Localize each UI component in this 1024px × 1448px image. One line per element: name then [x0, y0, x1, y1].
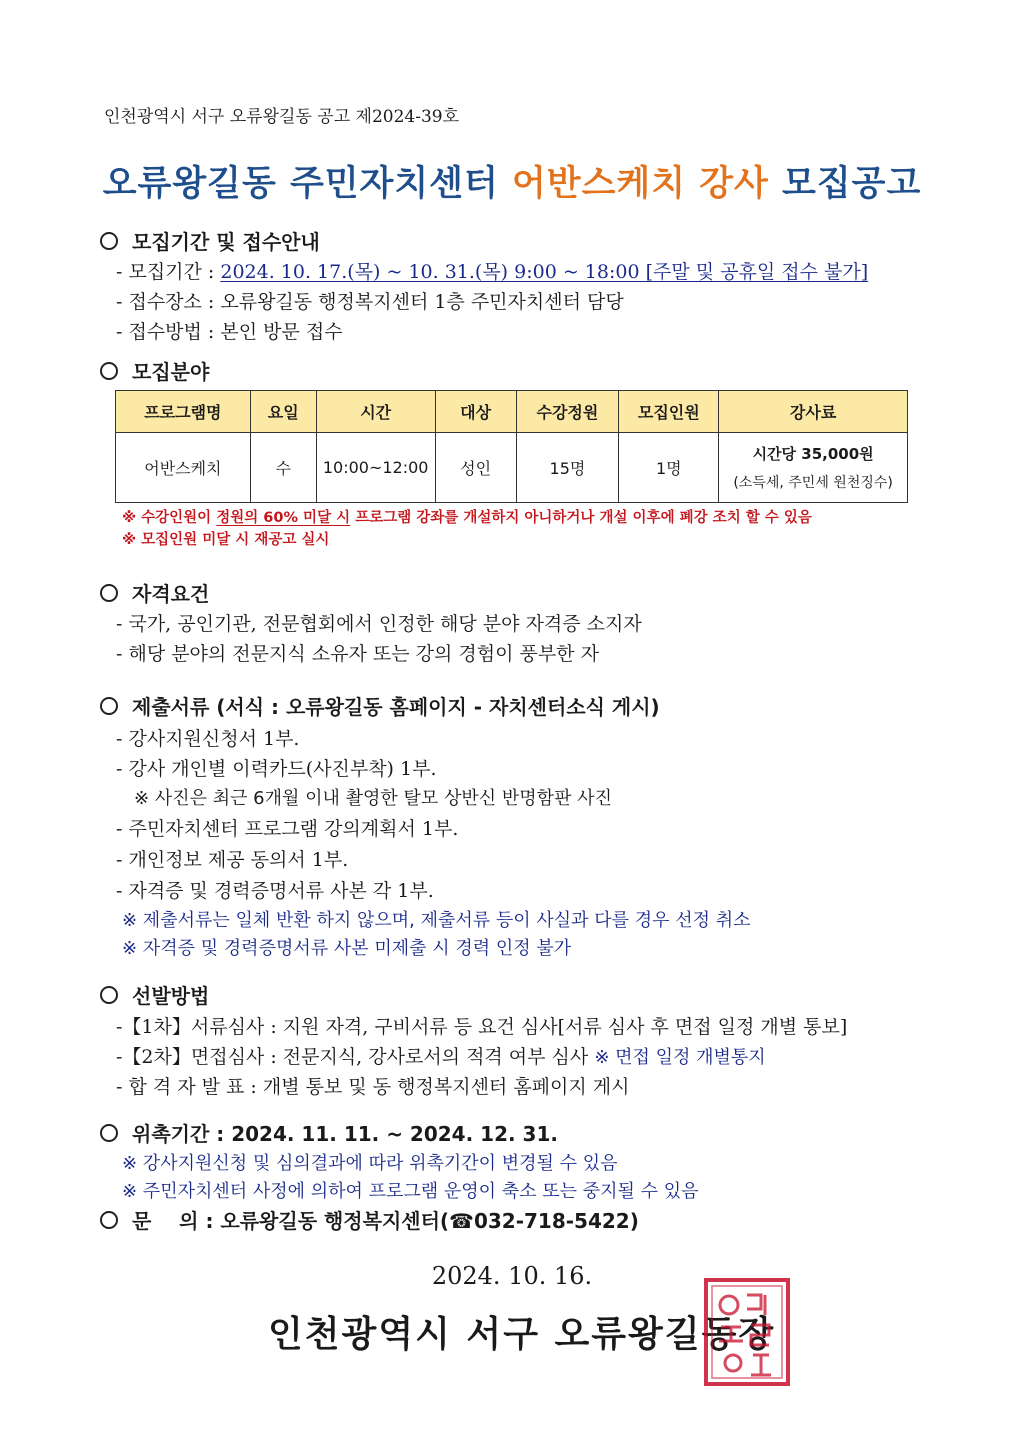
table-header: 시간: [316, 391, 435, 433]
table-header: 대상: [435, 391, 516, 433]
section-heading-selection: 선발방법: [100, 980, 209, 1009]
period-line: - 모집기간 : 2024. 10. 17.(목) ~ 10. 31.(목) 9:00 ~ 18:00 [주말 및 공휴일 접수 불가]: [116, 261, 869, 283]
selection-line: -【1차】서류심사 : 지원 자격, 구비서류 등 요건 심사[서류 심사 후 면접 일정 개별 통보]: [116, 1016, 848, 1038]
interview-note: ※ 면접 일정 개별통지: [594, 1047, 766, 1068]
target-cell: 성인: [435, 433, 516, 503]
document-line: - 강사지원신청서 1부.: [116, 728, 300, 750]
signature: 인천광역시 서구 오류왕길동장: [268, 1313, 776, 1355]
section-heading-documents: 제출서류 (서식 : 오류왕길동 홈페이지 - 자치센터소식 게시): [100, 691, 660, 720]
location-line: - 접수장소 : 오류왕길동 행정복지센터 1층 주민자치센터 담당: [116, 291, 624, 313]
qualification-line: - 국가, 공인기관, 전문협회에서 인정한 해당 분야 자격증 소지자: [116, 613, 642, 635]
circle-bullet-icon: [100, 1211, 118, 1229]
section-heading-qualification: 자격요건: [100, 578, 209, 607]
selection-line: -【2차】면접심사 : 전문지식, 강사로서의 적격 여부 심사 ※ 면접 일정 개별통지: [116, 1046, 766, 1068]
document-line: - 강사 개인별 이력카드(사진부착) 1부.: [116, 758, 437, 780]
table-header: 프로그램명: [116, 391, 251, 433]
document-line: - 개인정보 제공 동의서 1부.: [116, 849, 349, 871]
title-part-2: 어반스케치 강사: [511, 164, 769, 204]
time-cell: 10:00~12:00: [316, 433, 435, 503]
circle-bullet-icon: [100, 584, 118, 602]
field-note-1: ※ 수강인원이 정원의 60% 미달 시 프로그램 강좌를 개설하지 아니하거나 개설 이후에 폐강 조치 할 수 있음: [122, 510, 812, 526]
section-heading-field: 모집분야: [100, 356, 209, 385]
circle-bullet-icon: [100, 362, 118, 380]
section-heading-period: 모집기간 및 접수안내: [100, 226, 320, 255]
day-cell: 수: [250, 433, 316, 503]
term-note: ※ 강사지원신청 및 심의결과에 따라 위촉기간이 변경될 수 있음: [122, 1153, 618, 1174]
document-note: ※ 자격증 및 경력증명서류 사본 미제출 시 경력 인정 불가: [122, 938, 572, 959]
program-cell: 어반스케치: [116, 433, 251, 503]
fee-cell: [719, 433, 908, 503]
term-note: ※ 주민자치센터 사정에 의하여 프로그램 운영이 축소 또는 중지될 수 있음: [122, 1181, 699, 1202]
capacity-cell: 15명: [516, 433, 619, 503]
recruit-cell: 1명: [619, 433, 719, 503]
circle-bullet-icon: [100, 697, 118, 715]
program-table: [115, 390, 908, 503]
fee-sub: (소득세, 주민세 원천징수): [733, 475, 893, 491]
document-note: ※ 제출서류는 일체 반환 하지 않으며, 제출서류 등이 사실과 다를 경우 선정 취소: [122, 910, 751, 931]
circle-bullet-icon: [100, 232, 118, 250]
table-header: 수강정원: [516, 391, 619, 433]
title-part-1: 오류왕길동 주민자치센터: [102, 164, 512, 204]
table-header: 요일: [250, 391, 316, 433]
photo-note: ※ 사진은 최근 6개월 이내 촬영한 탈모 상반신 반명함판 사진: [134, 788, 612, 809]
fee-main: 시간당 35,000원: [752, 445, 874, 463]
section-heading-term: 위촉기간 : 2024. 11. 11. ~ 2024. 12. 31.: [100, 1118, 558, 1147]
page-title: [0, 156, 1024, 206]
selection-line: - 합 격 자 발 표 : 개별 통보 및 동 행정복지센터 홈페이지 게시: [116, 1076, 630, 1098]
notice-number: 인천광역시 서구 오류왕길동 공고 제2024-39호: [104, 107, 460, 127]
field-note-2: ※ 모집인원 미달 시 재공고 실시: [122, 532, 330, 548]
official-seal: [703, 1277, 791, 1387]
document-line: - 자격증 및 경력증명서류 사본 각 1부.: [116, 880, 434, 902]
circle-bullet-icon: [100, 986, 118, 1004]
method-line: - 접수방법 : 본인 방문 접수: [116, 321, 343, 343]
table-header-row: [116, 391, 908, 433]
table-header: 강사료: [719, 391, 908, 433]
document-line: - 주민자치센터 프로그램 강의계획서 1부.: [116, 818, 459, 840]
circle-bullet-icon: [100, 1124, 118, 1142]
section-heading-contact: 문 의 : 오류왕길동 행정복지센터(☎032-718-5422): [100, 1205, 639, 1234]
table-row: [116, 433, 908, 503]
table-header: 모집인원: [619, 391, 719, 433]
notice-date: 2024. 10. 16.: [431, 1262, 593, 1290]
title-part-3: 모집공고: [768, 164, 922, 204]
qualification-line: - 해당 분야의 전문지식 소유자 또는 강의 경험이 풍부한 자: [116, 643, 599, 665]
